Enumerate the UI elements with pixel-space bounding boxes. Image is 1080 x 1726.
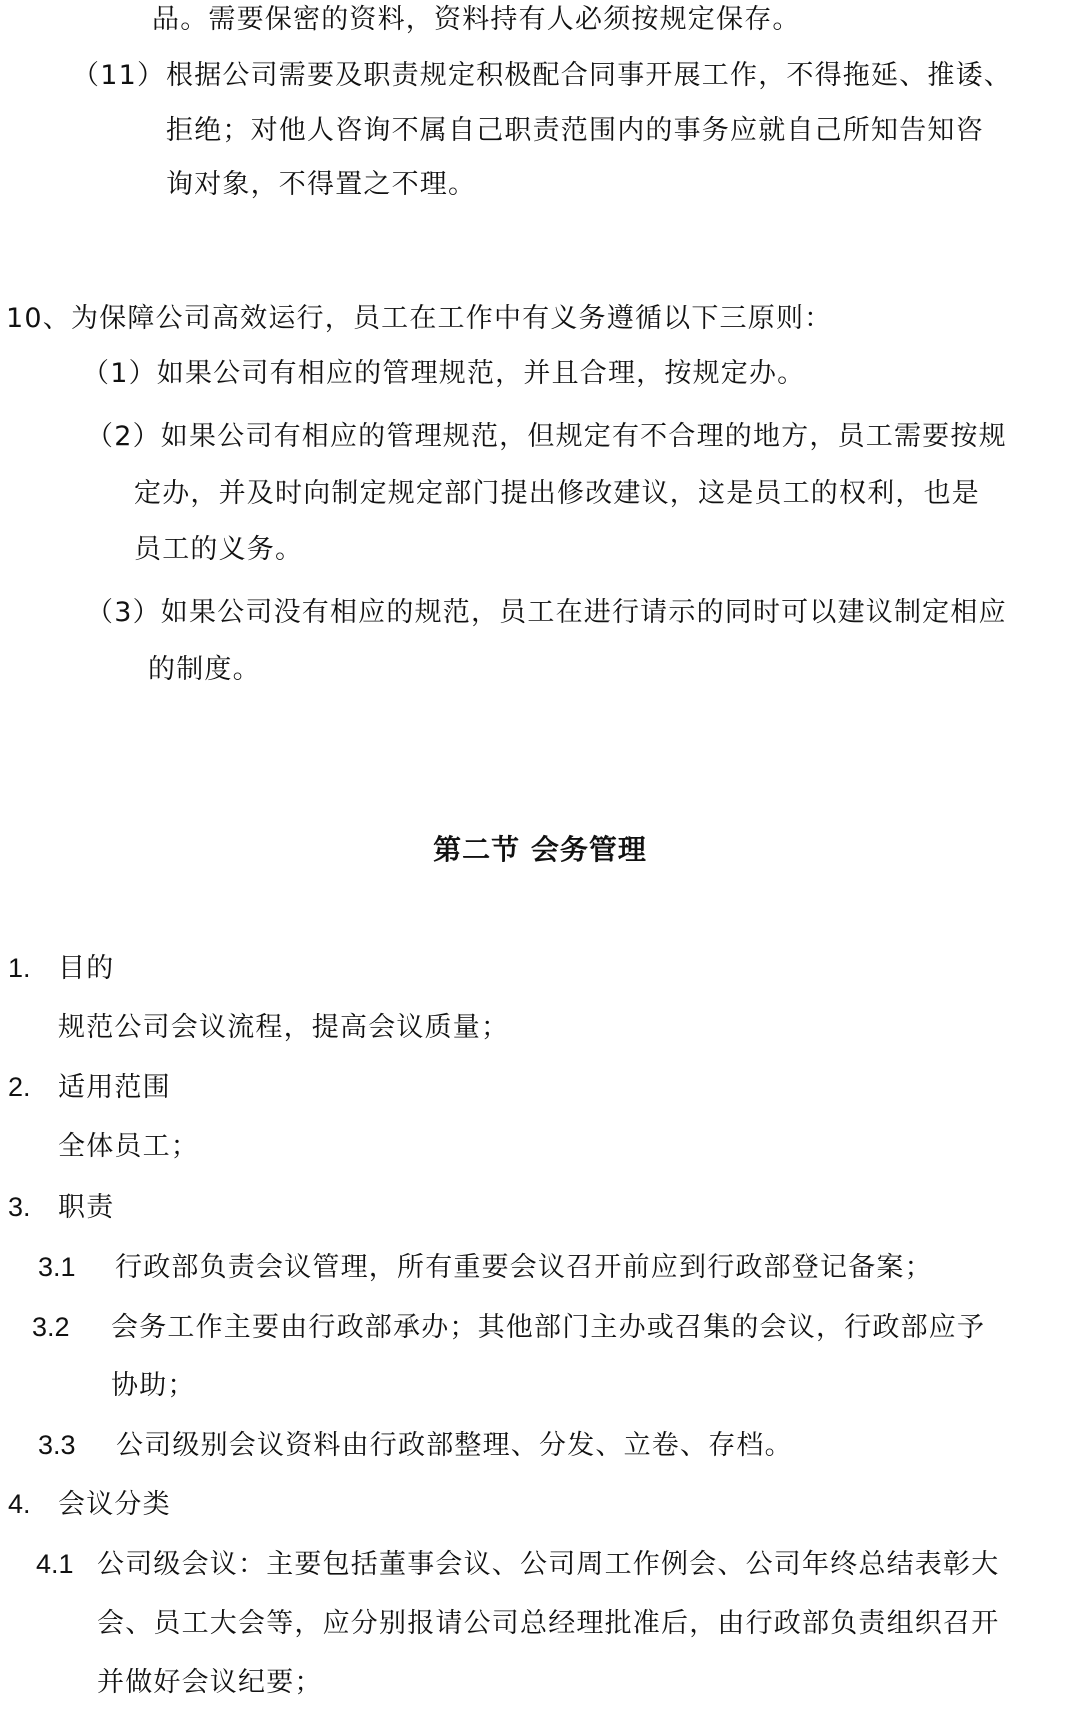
item-number: 1.	[8, 953, 31, 983]
paragraph-line: 定办，并及时向制定规定部门提出修改建议，这是员工的权利，也是	[134, 478, 980, 509]
item-title: 职责	[58, 1192, 115, 1223]
paragraph-line: 品。需要保密的资料，资料持有人必须按规定保存。	[152, 4, 801, 35]
list-item	[38, 1428, 793, 1463]
item-number: 2.	[8, 1072, 31, 1102]
paragraph-line: 根据公司需要及职责规定积极配合同事开展工作，不得拖延、推诿、	[166, 60, 1012, 91]
section-title: 第二节 会务管理	[433, 833, 647, 866]
paragraph-line: 员工的义务。	[134, 534, 304, 565]
item-number: 3.	[8, 1192, 31, 1222]
item-title: 会议分类	[58, 1489, 171, 1520]
item-body: 全体员工；	[58, 1131, 199, 1162]
item-text: 并做好会议纪要；	[97, 1667, 323, 1698]
item-title: 适用范围	[58, 1072, 171, 1103]
item-text: 协助；	[111, 1370, 196, 1401]
item-text: 公司级别会议资料由行政部整理、分发、立卷、存档。	[116, 1430, 793, 1461]
item-number: 4.	[8, 1489, 31, 1519]
list-item	[36, 1547, 999, 1582]
list-item	[8, 1070, 171, 1105]
item-text: 行政部负责会议管理，所有重要会议召开前应到行政部登记备案；	[115, 1252, 933, 1283]
paragraph-line: （1）如果公司有相应的管理规范，并且合理，按规定办。	[82, 358, 806, 389]
item-number: 3.1	[38, 1252, 76, 1282]
item-number: 3.2	[32, 1312, 70, 1342]
item-number: 3.3	[38, 1430, 76, 1460]
item-title: 目的	[58, 953, 115, 984]
item-number: 4.1	[36, 1549, 74, 1579]
paragraph-line: （2）如果公司有相应的管理规范，但规定有不合理的地方，员工需要按规	[86, 421, 1007, 452]
item-text: 公司级会议：主要包括董事会议、公司周工作例会、公司年终总结表彰大	[97, 1549, 1000, 1580]
item-text: 会务工作主要由行政部承办；其他部门主办或召集的会议，行政部应予	[111, 1312, 986, 1343]
list-item	[8, 1487, 171, 1522]
list-item	[38, 1250, 933, 1285]
item-number: （11）	[72, 60, 166, 91]
list-item	[8, 1190, 114, 1225]
list-item	[32, 1310, 985, 1345]
paragraph-line: 10、为保障公司高效运行，员工在工作中有义务遵循以下三原则：	[6, 303, 833, 334]
paragraph-line: 的制度。	[148, 654, 261, 685]
paragraph-line: 拒绝；对他人咨询不属自己职责范围内的事务应就自己所知告知咨	[166, 115, 984, 146]
paragraph-line: 询对象，不得置之不理。	[166, 169, 477, 200]
item-text: 会、员工大会等，应分别报请公司总经理批准后，由行政部负责组织召开	[97, 1608, 1000, 1639]
item-body: 规范公司会议流程，提高会议质量；	[58, 1012, 510, 1043]
paragraph-line: （3）如果公司没有相应的规范，员工在进行请示的同时可以建议制定相应	[86, 597, 1007, 628]
list-item	[8, 951, 114, 986]
